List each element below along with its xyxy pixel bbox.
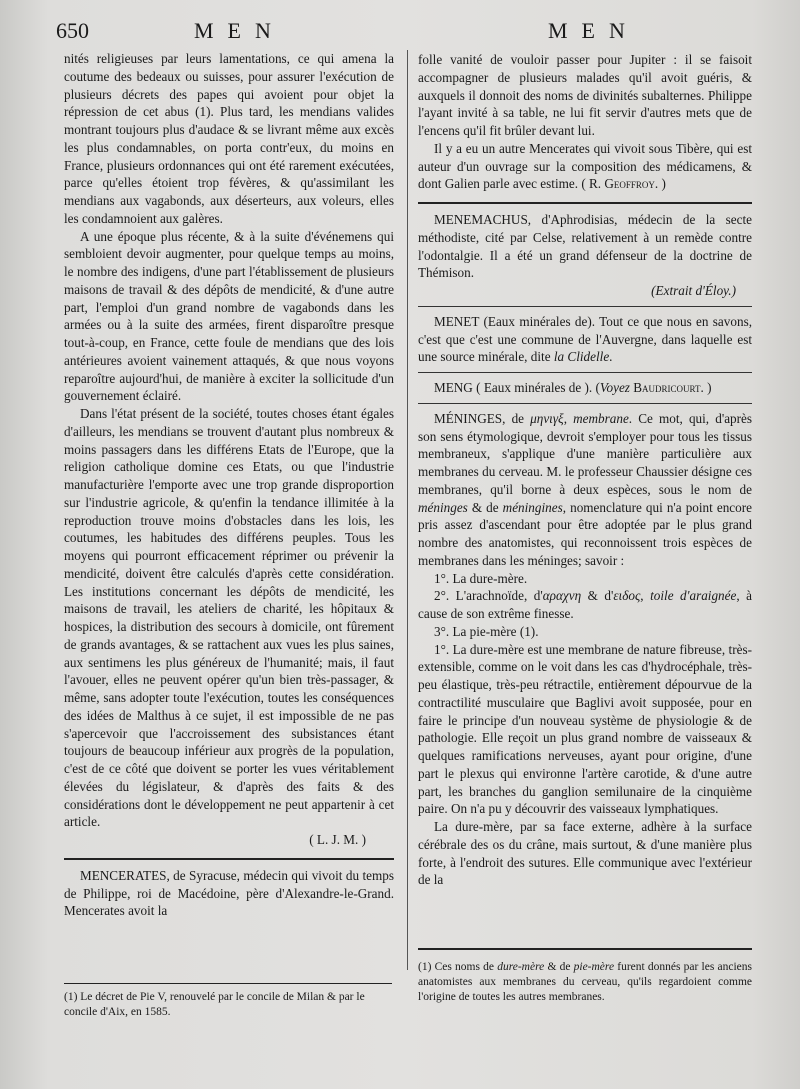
entry-separator [418, 306, 752, 307]
page-header [0, 18, 800, 48]
entry-body-meng: ( Eaux minérales de ). ( [472, 380, 600, 395]
running-head-right: MEN [548, 18, 639, 43]
fn-c: furent donnés par les anciens anatomistes aux membranes du cerveau, qu'ils regardoient comme l'origine de toutes les autres membranes. [418, 961, 753, 1003]
entry-head-meng: MENG [434, 380, 473, 395]
right-paragraph-1: folle vanité de vouloir passer pour Jupiter : il se faisoit accompagner de plusieurs malades qu'il avoit guéris, & auxquels il donnoit des noms de divinités subalternes. Philippe l'ayant invité à sa table, ne lui fit servir d'autres mets que de l'encens qu'il fit brûler devant lui. [418, 52, 752, 138]
entry-separator [418, 403, 752, 404]
entry-meninges [418, 410, 752, 570]
left-paragraph-2: A une époque plus récente, & à la suite d'événemens qui sembloient devoir augmenter, pour quelque temps au moins, le nombre des indigens, d'une part l'établissement de plusieurs maisons de travail & des dépôts de mendicité, & d'une autre part, l'emploi d'un grand nombre de vagabonds dans les armées ou à la suite des armées, firent disparoître presque tout-à-coup, en France, cette foule de mendians que des lois antérieures avoient vainement attaqués, & que nous voyons reparoître aujourd'hui, de manière à exciter la sollicitude d'un gouvernement éclairé. [64, 228, 394, 404]
fn-b: & de [544, 961, 574, 973]
meninges-term-2: méningines [502, 499, 563, 515]
entry-meng [418, 379, 752, 397]
meninges-term-1: méninges [418, 499, 468, 515]
paragraph-dure-mere-2: La dure-mère, par sa face externe, adhère à la surface cérébrale des os du crâne, mais surtout, & d'une manière plus forte, à l'endroit des sutures. Elle communique avec l'extérieur de la [418, 819, 752, 888]
greek-word-arachne: αραχνη [542, 588, 582, 604]
entry-separator [64, 858, 394, 860]
footnote-left: (1) Le décret de Pie V, renouvelé par le concile de Milan & par le concile d'Aix, en 1585. [64, 991, 365, 1018]
page-number: 650 [56, 18, 89, 43]
meninges-body-2: , nomenclature qui n'a point encore pris assez d'ascendant pour être adoptée par le plus grand nombre des anatomistes, qui reconnoissent trois espèces de membranes dans les méninges; savoir : [418, 499, 752, 568]
column-divider [407, 50, 408, 970]
meng-end: ) [703, 380, 712, 395]
fn-pie-mere: pie-mère [573, 961, 615, 973]
entry-head-mencerates: MENCERATES [80, 867, 167, 883]
footnote-rule-left [64, 983, 392, 984]
signature-eloy-text: (Extrait d'Éloy.) [651, 283, 736, 298]
meng-cross-reference: Baudricourt. [629, 380, 704, 395]
left-paragraph-3: Dans l'état présent de la société, toutes choses étant égales d'ailleurs, les mendians se trouvent d'autant plus nombreux & moins passagers dans les différens Etats de l'Europe, que la religion catholique domine ces Etats, ou que l'industrie manufacturière l'emporte avec une trop grande disproportion sur l'industrie agricole, & qu'enfin la tendance illimitée à la reproduction trouve moins d'obstacles dans les lois, les coutumes, les habitudes des différens peuples. Tous les moyens qui pourront efficacement réprimer ou prévenir la mendicité, doivent être calculés d'après cette considération. Les institutions concernant les dépôts de mendicité, les maisons de travail, les ateliers de charité, les hôpitaux & hospices, la distribution des secours à domicile, ont fûrement de grands avantages, & se rattachent aux vues les plus saines, aux sentimens les plus généreux de l'humanité; mais, il faut l'avouer, elles ne peuvent opérer qu'un bien très-passager, & même, sans adopter toute l'exécution, toutes les conséquences des idées de Malthus à ce sujet, il est impossible de ne pas s'apercevoir que l'accroissement des subsistances étant toujours de beaucoup inférieur aux progrès de la population, c'est de ce côté que doivent se porter les vues véritablement élevées du législateur, & d'après des faits & des considérations dont le développement ne peut appartenir à cet article. [64, 406, 394, 830]
meninges-comma: , [563, 410, 574, 426]
entry-menemachus [418, 211, 752, 282]
list-item-3: 3°. La pie-mère (1). [434, 623, 539, 639]
greek-word-meninx: μηνιγξ [530, 410, 564, 426]
list-item-1: 1°. La dure-mère. [434, 570, 528, 586]
signature-geoffroy: ( R. Geoffroy. ) [581, 176, 666, 192]
entry-body-menet: (Eaux minérales de). Tout ce que nous en savons, c'est que c'est une commune de l'Auvergne, dans laquelle est une source minérale, dite [418, 313, 752, 365]
signature-eloy [418, 282, 752, 300]
left-paragraph-1: nités religieuses par leurs lamentations, ce qui amena la coutume des bedeaux ou suisses, pour assurer l'exécution de plusieurs décrets des papes qui avoient pour objet la répression de cet abus (1). Plus tard, les mendians valides montrant toujours plus d'audace & se livrant même aux excès les plus condamnables, on porta contr'eux, du moins en France, plusieurs ordonnances qui ont été rarement exécutées, parce qu'elles étoient trop févères, & qu'assimilant les mendians aux vagabonds, aux déserteurs, aux voleurs, elles les condamnoient aux galères. [64, 51, 394, 226]
footnote-rule-right [418, 948, 752, 950]
entry-head-meninges: MÉNINGES [434, 410, 503, 426]
li2-d: , à cause de son extrême finesse. [418, 588, 753, 621]
li2-a: 2°. L'arachnoïde, d' [434, 588, 543, 604]
left-column [64, 50, 394, 920]
footnote-right [418, 960, 752, 1005]
entry-menet [418, 313, 752, 366]
right-paragraph-2-text: Il y a eu un autre Mencerates qui vivoit sous Tibère, qui est auteur d'un ouvrage sur la composition des médicamens, & dont Galien parle avec estime. [418, 140, 752, 192]
li2-italic: toile d'araignée [650, 588, 737, 604]
menet-end: . [609, 349, 613, 365]
meng-voyez: Voyez [599, 380, 630, 395]
paragraph-dure-mere: 1°. La dure-mère est une membrane de nature fibreuse, très-extensible, comme on le voit dans les cas d'hydrocéphale, très-peu élastique, très-peu rétractile, entièrement dépourvue de la contractilité musculaire que Baglivi avoit supposée, pour en faire le principe d'un nouveau système de physiologie & de pathologie. Elle reçoit un plus grand nombre de vaisseaux & quelques ramifications nerveuses, ayant pour origine, d'une part le plexus qui environne l'artère carotide, & d'une autre part, les branches du ganglion semilunaire de la cinquième paire. On n'a pu y découvrir des vaisseaux lymphatiques. [418, 641, 752, 817]
entry-body-mencerates: , de Syracuse, médecin qui vivoit du temps de Philippe, roi de Macédoine, père d'Alexandre-le-Grand. Mencerates avoit la [64, 867, 394, 919]
right-column [418, 51, 752, 889]
running-head-left: MEN [194, 18, 285, 43]
meninges-body-1: . Ce mot, qui, d'après son sens étymologique, devroit s'employer pour tous les tissus membraneux, s'applique d'une manière particulière aux membranes du cerveau. M. le professeur Chaussier désigne ces membranes, qu'il borne à deux espèces, sous le nom de [418, 410, 753, 497]
right-paragraph-2 [418, 140, 752, 193]
li2-b: & d' [581, 588, 614, 604]
list-item-2 [418, 587, 752, 623]
meninges-membrane: membrane [573, 410, 629, 426]
li2-c: , [640, 588, 651, 604]
entry-body-menemachus: , d'Aphrodisias, médecin de la secte méthodiste, cité par Celse, relativement à un remède contre l'odontalgie. Il a été un grand défenseur de la doctrine de Thémison. [418, 212, 752, 281]
meninges-and: & de [467, 499, 503, 515]
entry-head-menet: MENET [434, 313, 480, 329]
greek-word-eidos: ειδος [613, 588, 641, 604]
meninges-de: , de [502, 410, 531, 426]
entry-mencerates [64, 867, 394, 920]
menet-source-name: la Clidelle [553, 349, 610, 365]
entry-head-menemachus: MENEMACHUS [434, 212, 528, 227]
fn-a: (1) Ces noms de [418, 961, 498, 973]
entry-separator [418, 202, 752, 204]
fn-dure-mere: dure-mère [497, 961, 545, 973]
entry-separator [418, 372, 752, 373]
signature-ljm: ( L. J. M. ) [309, 832, 366, 847]
